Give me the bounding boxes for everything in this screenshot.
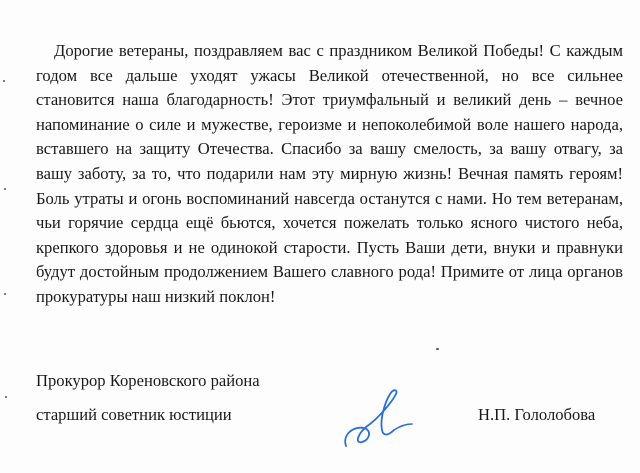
letter-body-text: Дорогие ветераны, поздравляем вас с праздником Великой Победы! С каждым годом все дальше уходят ужасы Великой отечественной, но все сильнее становится наша благодарность! Этот триумфальный и великий день – вечное напоминание о силе и мужестве, героизме и непоколебимой воле нашего народа, вставшего на защиту Отечества. Спасибо за вашу смелость, за вашу отвагу, за вашу заботу, за то, что подарили нам эту мирную жизнь! Вечная память героям! Боль утраты и огонь воспоминаний навсегда останутся с нами. Но тем ветеранам, чьи горячие сердца ещё бьются, хочется пожелать только ясного чистого неба, крепкого здоровья и не одинокой старости. Пусть Ваши дети, внуки и правнуки будут достойным продолжением Вашего славного рода! Примите от лица органов прокуратуры наш низкий поклон! — [36, 41, 623, 306]
scan-speck — [3, 80, 5, 82]
signer-name: Н.П. Гололобова — [478, 405, 596, 424]
scan-speck — [436, 348, 439, 350]
scan-speck — [4, 293, 6, 295]
scan-speck — [4, 188, 6, 190]
scan-speck — [5, 396, 7, 398]
signer-rank: старший советник юстиции — [36, 405, 232, 424]
handwritten-signature — [340, 386, 420, 452]
signer-position-title: Прокурор Кореновского района — [36, 371, 260, 390]
